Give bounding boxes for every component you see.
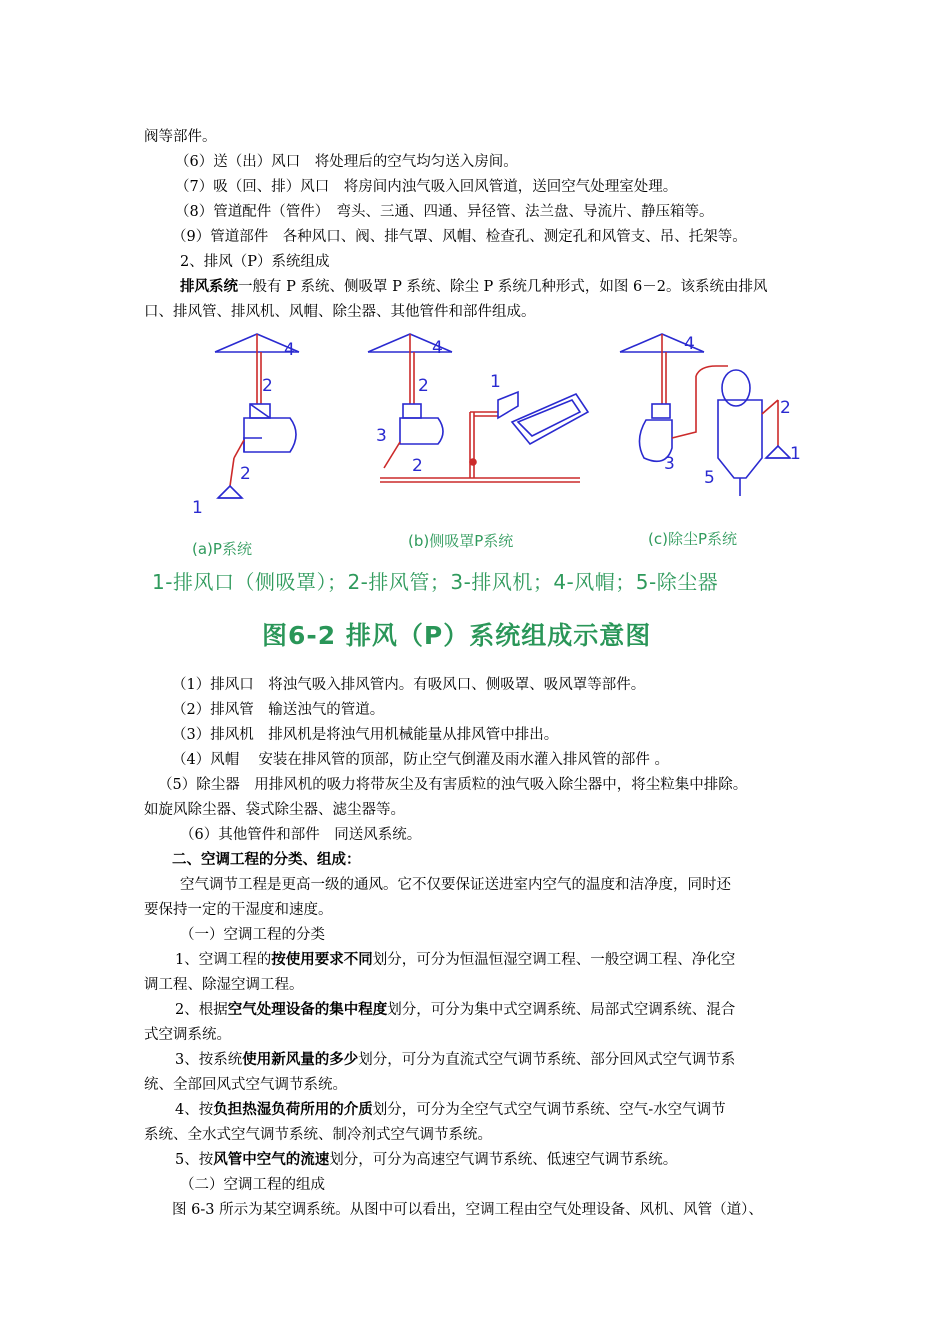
- label-2: 2: [418, 376, 429, 396]
- caption-a: (a)P系统: [192, 540, 252, 558]
- paragraph-exhaust: [180, 277, 767, 297]
- text-line: （5）除尘器 用排风机的吸力将带灰尘及有害质粒的浊气吸入除尘器中，将尘粒集中排除。: [158, 777, 748, 793]
- label-1: 1: [790, 444, 801, 464]
- text-span: 一般有 P 系统、侧吸罩 P 系统、除尘 P 系统几种形式，如图 6－2。该系统由排风: [238, 279, 768, 295]
- section-heading: 二、空调工程的分类、组成：: [172, 851, 361, 868]
- figure-title: 图6-2 排风（P）系统组成示意图: [262, 621, 652, 650]
- text-line: 统、全部回风式空气调节系统。: [144, 1077, 347, 1093]
- label-1: 1: [490, 372, 501, 392]
- classification-1: [175, 950, 735, 970]
- text-line: （7）吸（回、排）风口 将房间内浊气吸入回风管道，送回空气处理室处理。: [175, 179, 678, 195]
- label-2: 2: [262, 376, 273, 396]
- text-line: 空气调节工程是更高一级的通风。它不仅要保证送进室内空气的温度和洁净度，同时还: [180, 877, 731, 893]
- bold-term: 排风系统: [180, 278, 238, 295]
- text-span: 划分，可分为高速空气调节系统、低速空气调节系统。: [329, 1152, 678, 1168]
- text-line: 图 6-3 所示为某空调系统。从图中可以看出，空调工程由空气处理设备、风机、风管（道）、: [172, 1202, 763, 1218]
- text-line: 调工程、除湿空调工程。: [144, 977, 304, 993]
- text-span: 划分，可分为集中式空调系统、局部式空调系统、混合: [387, 1002, 736, 1018]
- text-line: （1）排风口 将浊气吸入排风管内。有吸风口、侧吸罩、吸风罩等部件。: [172, 677, 646, 693]
- text-span: 划分，可分为恒温恒湿空调工程、一般空调工程、净化空: [372, 952, 736, 968]
- label-4: 4: [684, 334, 695, 354]
- text-line: 式空调系统。: [144, 1027, 231, 1043]
- figure-6-2: [140, 328, 820, 658]
- caption-c: (c)除尘P系统: [648, 530, 737, 548]
- section-subheading: （二）空调工程的组成: [180, 1177, 325, 1193]
- figure-legend: 1-排风口（侧吸罩）；2-排风管；3-排风机；4-风帽；5-除尘器: [152, 570, 719, 594]
- classification-5: [175, 1150, 677, 1170]
- classification-2: [175, 1000, 735, 1020]
- label-5: 5: [704, 468, 715, 488]
- label-1: 1: [192, 498, 203, 518]
- text-line: （8）管道配件（管件） 弯头、三通、四通、异径管、法兰盘、导流片、静压箱等。: [175, 204, 714, 220]
- label-3: 3: [664, 454, 675, 474]
- label-2: 2: [240, 464, 251, 484]
- diagram-b: [368, 334, 588, 482]
- bold-term: 使用新风量的多少: [242, 1051, 359, 1068]
- text-line: 如旋风除尘器、袋式除尘器、滤尘器等。: [144, 802, 405, 818]
- text-line: （2）排风管 输送浊气的管道。: [172, 702, 385, 718]
- classification-4: [175, 1100, 726, 1120]
- classification-3: [175, 1050, 735, 1070]
- label-4: 4: [432, 338, 443, 358]
- text-line: 阀等部件。: [144, 129, 217, 145]
- text-span: 3、按系统: [175, 1052, 243, 1068]
- bold-term: 空气处理设备的集中程度: [227, 1001, 388, 1018]
- text-span: 4、按: [175, 1102, 214, 1118]
- text-span: 1、空调工程的: [175, 952, 272, 968]
- caption-b: (b)侧吸罩P系统: [408, 532, 514, 550]
- label-4: 4: [284, 340, 295, 360]
- label-2: 2: [780, 398, 791, 418]
- text-line: （6）送（出）风口 将处理后的空气均匀送入房间。: [175, 154, 518, 170]
- text-span: 2、根据: [175, 1002, 228, 1018]
- bold-term: 风管中空气的流速: [213, 1151, 330, 1168]
- text-line: （9）管道部件 各种风口、阀、排气罩、风帽、检查孔、测定孔和风管支、吊、托架等。: [172, 229, 747, 245]
- text-span: 划分，可分为直流式空气调节系统、部分回风式空气调节系: [358, 1052, 736, 1068]
- text-line: （4）风帽 安装在排风管的顶部，防止空气倒灌及雨水灌入排风管的部件 。: [172, 752, 669, 768]
- bold-term: 按使用要求不同: [271, 951, 373, 968]
- text-line: 要保持一定的干湿度和速度。: [144, 902, 333, 918]
- label-2: 2: [412, 456, 423, 476]
- bold-term: 负担热湿负荷所用的介质: [213, 1101, 373, 1118]
- label-3: 3: [376, 426, 387, 446]
- text-line: 口、排风管、排风机、风帽、除尘器、其他管件和部件组成。: [144, 304, 536, 320]
- section-subheading: （一）空调工程的分类: [180, 927, 325, 943]
- text-line: （3）排风机 排风机是将浊气用机械能量从排风管中排出。: [172, 727, 559, 743]
- text-span: 5、按: [175, 1152, 214, 1168]
- text-line: （6）其他管件和部件 同送风系统。: [180, 827, 422, 843]
- section-subheading: 2、排风（P）系统组成: [180, 254, 330, 270]
- text-span: 划分，可分为全空气式空气调节系统、空气-水空气调节: [372, 1102, 726, 1118]
- text-line: 系统、全水式空气调节系统、制冷剂式空气调节系统。: [144, 1127, 492, 1143]
